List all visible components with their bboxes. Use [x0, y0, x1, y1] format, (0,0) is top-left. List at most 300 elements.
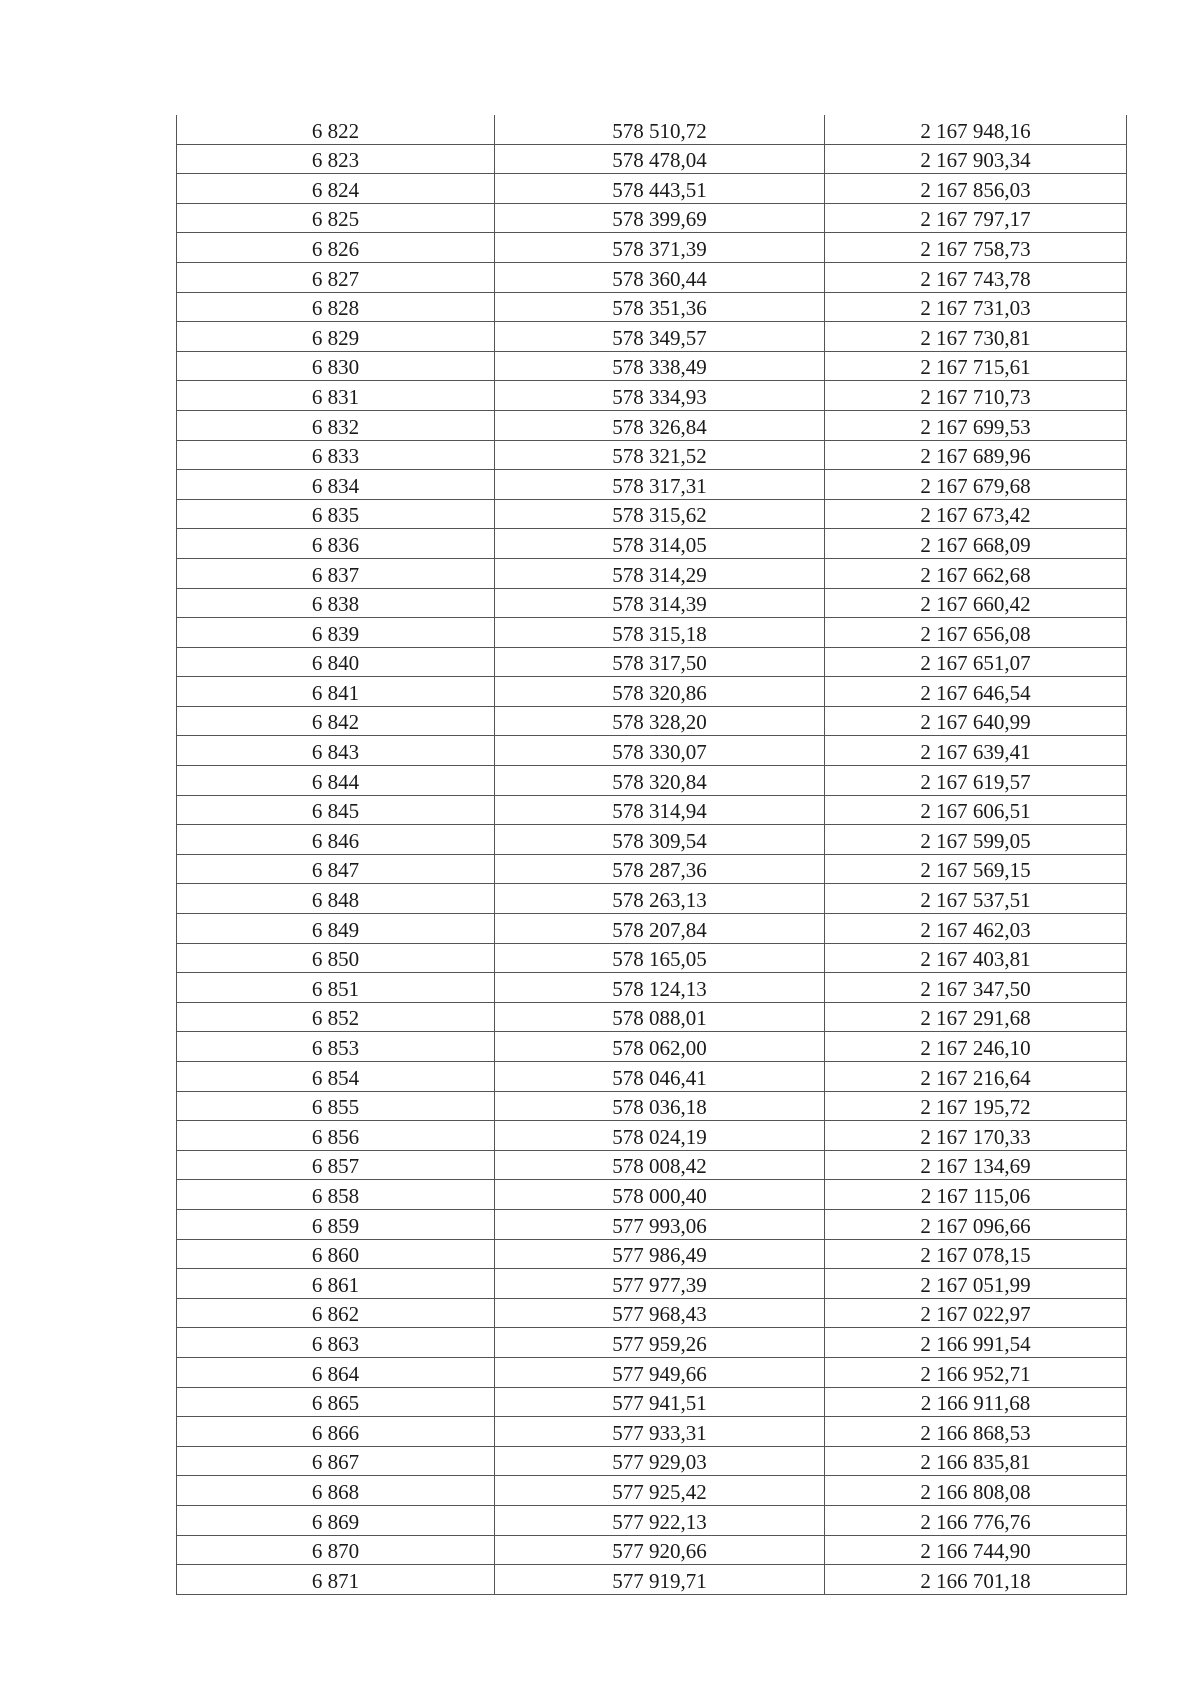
point-number-cell	[177, 825, 495, 855]
point-number-cell	[177, 1476, 495, 1506]
x-coordinate-cell	[495, 706, 825, 736]
x-coordinate-cell	[495, 203, 825, 233]
x-coordinate-cell	[495, 262, 825, 292]
x-coordinate-cell	[495, 410, 825, 440]
table-row	[177, 1328, 1127, 1358]
y-coordinate-text: 2 167 662,68	[920, 562, 1031, 587]
point-number-text: 6 868	[311, 1479, 360, 1504]
y-coordinate-text: 2 167 797,17	[920, 207, 1031, 232]
point-number-cell	[177, 322, 495, 352]
point-number-text: 6 852	[311, 1006, 360, 1031]
x-coordinate-cell	[495, 1002, 825, 1032]
point-number-cell	[177, 115, 495, 144]
table-row	[177, 766, 1127, 796]
point-number-text: 6 862	[311, 1302, 360, 1327]
y-coordinate-text: 2 167 569,15	[920, 858, 1031, 883]
y-coordinate-text: 2 166 868,53	[920, 1420, 1031, 1445]
x-coordinate-text: 577 941,51	[612, 1391, 707, 1416]
table-row	[177, 973, 1127, 1003]
y-coordinate-cell	[825, 736, 1127, 766]
x-coordinate-text: 578 317,31	[612, 473, 707, 498]
point-number-text: 6 857	[311, 1154, 360, 1179]
x-coordinate-cell	[495, 647, 825, 677]
y-coordinate-cell	[825, 470, 1127, 500]
y-coordinate-cell	[825, 1150, 1127, 1180]
x-coordinate-cell	[495, 322, 825, 352]
point-number-text: 6 845	[311, 799, 360, 824]
y-coordinate-cell	[825, 1091, 1127, 1121]
x-coordinate-cell	[495, 144, 825, 174]
x-coordinate-cell	[495, 1032, 825, 1062]
y-coordinate-text: 2 167 656,08	[920, 621, 1031, 646]
y-coordinate-text: 2 166 776,76	[920, 1509, 1031, 1534]
x-coordinate-text: 578 046,41	[612, 1065, 707, 1090]
point-number-cell	[177, 1239, 495, 1269]
x-coordinate-text: 577 925,42	[612, 1479, 707, 1504]
point-number-text: 6 869	[311, 1509, 360, 1534]
x-coordinate-text: 578 399,69	[612, 207, 707, 232]
y-coordinate-cell	[825, 262, 1127, 292]
y-coordinate-text: 2 166 952,71	[920, 1361, 1031, 1386]
y-coordinate-text: 2 167 347,50	[920, 976, 1031, 1001]
table-row	[177, 706, 1127, 736]
y-coordinate-cell	[825, 1328, 1127, 1358]
table-row	[177, 943, 1127, 973]
y-coordinate-cell	[825, 1062, 1127, 1092]
point-number-cell	[177, 1535, 495, 1565]
point-number-text: 6 859	[311, 1213, 360, 1238]
x-coordinate-text: 578 317,50	[612, 651, 707, 676]
x-coordinate-cell	[495, 1062, 825, 1092]
point-number-text: 6 855	[311, 1095, 360, 1120]
x-coordinate-text: 578 326,84	[612, 414, 707, 439]
y-coordinate-text: 2 167 195,72	[920, 1095, 1031, 1120]
point-number-text: 6 829	[311, 325, 360, 350]
y-coordinate-cell	[825, 351, 1127, 381]
x-coordinate-cell	[495, 174, 825, 204]
x-coordinate-text: 578 328,20	[612, 710, 707, 735]
x-coordinate-text: 578 036,18	[612, 1095, 707, 1120]
x-coordinate-text: 578 321,52	[612, 444, 707, 469]
point-number-text: 6 843	[311, 740, 360, 765]
y-coordinate-text: 2 167 651,07	[920, 651, 1031, 676]
y-coordinate-cell	[825, 618, 1127, 648]
y-coordinate-text: 2 167 639,41	[920, 740, 1031, 765]
x-coordinate-text: 578 024,19	[612, 1124, 707, 1149]
y-coordinate-text: 2 167 948,16	[920, 118, 1031, 143]
y-coordinate-text: 2 167 743,78	[920, 266, 1031, 291]
x-coordinate-cell	[495, 529, 825, 559]
y-coordinate-cell	[825, 677, 1127, 707]
y-coordinate-cell	[825, 647, 1127, 677]
point-number-cell	[177, 1565, 495, 1595]
point-number-text: 6 822	[311, 118, 360, 143]
x-coordinate-text: 578 371,39	[612, 236, 707, 261]
table-row	[177, 884, 1127, 914]
x-coordinate-text: 578 360,44	[612, 266, 707, 291]
y-coordinate-cell	[825, 795, 1127, 825]
x-coordinate-cell	[495, 1180, 825, 1210]
y-coordinate-cell	[825, 410, 1127, 440]
y-coordinate-text: 2 166 911,68	[920, 1391, 1031, 1416]
x-coordinate-cell	[495, 825, 825, 855]
point-number-text: 6 833	[311, 444, 360, 469]
y-coordinate-text: 2 167 537,51	[920, 888, 1031, 913]
table-row	[177, 174, 1127, 204]
x-coordinate-text: 577 968,43	[612, 1302, 707, 1327]
point-number-text: 6 871	[311, 1568, 360, 1593]
x-coordinate-cell	[495, 1328, 825, 1358]
y-coordinate-text: 2 167 051,99	[920, 1272, 1031, 1297]
x-coordinate-text: 577 922,13	[612, 1509, 707, 1534]
y-coordinate-text: 2 166 991,54	[920, 1331, 1031, 1356]
x-coordinate-cell	[495, 351, 825, 381]
x-coordinate-text: 578 315,62	[612, 503, 707, 528]
point-number-text: 6 823	[311, 148, 360, 173]
x-coordinate-text: 577 920,66	[612, 1539, 707, 1564]
table-row	[177, 1476, 1127, 1506]
point-number-text: 6 860	[311, 1243, 360, 1268]
x-coordinate-cell	[495, 292, 825, 322]
x-coordinate-cell	[495, 1357, 825, 1387]
table-row	[177, 1269, 1127, 1299]
x-coordinate-text: 578 351,36	[612, 296, 707, 321]
x-coordinate-text: 577 919,71	[612, 1568, 707, 1593]
table-row	[177, 825, 1127, 855]
point-number-text: 6 825	[311, 207, 360, 232]
y-coordinate-text: 2 166 701,18	[920, 1568, 1031, 1593]
point-number-text: 6 847	[311, 858, 360, 883]
point-number-text: 6 841	[311, 680, 360, 705]
x-coordinate-cell	[495, 1476, 825, 1506]
y-coordinate-text: 2 167 216,64	[920, 1065, 1031, 1090]
y-coordinate-text: 2 167 022,97	[920, 1302, 1031, 1327]
table-row	[177, 440, 1127, 470]
x-coordinate-cell	[495, 1387, 825, 1417]
y-coordinate-text: 2 167 679,68	[920, 473, 1031, 498]
point-number-cell	[177, 1357, 495, 1387]
y-coordinate-cell	[825, 825, 1127, 855]
x-coordinate-text: 578 309,54	[612, 828, 707, 853]
table-row	[177, 233, 1127, 263]
y-coordinate-text: 2 167 668,09	[920, 532, 1031, 557]
point-number-cell	[177, 1150, 495, 1180]
point-number-cell	[177, 1328, 495, 1358]
x-coordinate-cell	[495, 1269, 825, 1299]
x-coordinate-cell	[495, 943, 825, 973]
y-coordinate-text: 2 166 835,81	[920, 1450, 1031, 1475]
point-number-text: 6 832	[311, 414, 360, 439]
point-number-text: 6 835	[311, 503, 360, 528]
x-coordinate-cell	[495, 914, 825, 944]
x-coordinate-text: 578 314,39	[612, 592, 707, 617]
point-number-text: 6 831	[311, 384, 360, 409]
point-number-cell	[177, 588, 495, 618]
y-coordinate-cell	[825, 588, 1127, 618]
point-number-cell	[177, 470, 495, 500]
point-number-cell	[177, 1446, 495, 1476]
x-coordinate-text: 578 315,18	[612, 621, 707, 646]
y-coordinate-text: 2 167 599,05	[920, 828, 1031, 853]
y-coordinate-cell	[825, 1476, 1127, 1506]
point-number-text: 6 858	[311, 1183, 360, 1208]
x-coordinate-text: 578 349,57	[612, 325, 707, 350]
table-row	[177, 381, 1127, 411]
table-row	[177, 1091, 1127, 1121]
x-coordinate-cell	[495, 1209, 825, 1239]
y-coordinate-cell	[825, 1180, 1127, 1210]
y-coordinate-cell	[825, 1357, 1127, 1387]
y-coordinate-text: 2 166 808,08	[920, 1479, 1031, 1504]
x-coordinate-cell	[495, 1417, 825, 1447]
y-coordinate-cell	[825, 529, 1127, 559]
y-coordinate-cell	[825, 943, 1127, 973]
point-number-text: 6 854	[311, 1065, 360, 1090]
y-coordinate-cell	[825, 1298, 1127, 1328]
point-number-cell	[177, 144, 495, 174]
table-row	[177, 1357, 1127, 1387]
y-coordinate-text: 2 167 646,54	[920, 680, 1031, 705]
y-coordinate-text: 2 167 403,81	[920, 947, 1031, 972]
table-row	[177, 351, 1127, 381]
x-coordinate-cell	[495, 1446, 825, 1476]
y-coordinate-cell	[825, 884, 1127, 914]
x-coordinate-text: 578 314,29	[612, 562, 707, 587]
point-number-cell	[177, 558, 495, 588]
y-coordinate-cell	[825, 292, 1127, 322]
point-number-text: 6 850	[311, 947, 360, 972]
x-coordinate-text: 578 000,40	[612, 1183, 707, 1208]
x-coordinate-text: 577 929,03	[612, 1450, 707, 1475]
x-coordinate-cell	[495, 470, 825, 500]
table-row	[177, 1002, 1127, 1032]
point-number-text: 6 849	[311, 917, 360, 942]
x-coordinate-cell	[495, 1239, 825, 1269]
x-coordinate-cell	[495, 440, 825, 470]
coordinate-table-body	[177, 115, 1127, 1594]
y-coordinate-text: 2 167 134,69	[920, 1154, 1031, 1179]
point-number-text: 6 865	[311, 1391, 360, 1416]
point-number-cell	[177, 973, 495, 1003]
y-coordinate-cell	[825, 381, 1127, 411]
point-number-cell	[177, 766, 495, 796]
table-row	[177, 1565, 1127, 1595]
y-coordinate-text: 2 166 744,90	[920, 1539, 1031, 1564]
table-row	[177, 1505, 1127, 1535]
table-row	[177, 618, 1127, 648]
y-coordinate-cell	[825, 1209, 1127, 1239]
point-number-cell	[177, 292, 495, 322]
point-number-text: 6 866	[311, 1420, 360, 1445]
y-coordinate-cell	[825, 1565, 1127, 1595]
x-coordinate-cell	[495, 973, 825, 1003]
x-coordinate-cell	[495, 884, 825, 914]
point-number-cell	[177, 1387, 495, 1417]
point-number-text: 6 836	[311, 532, 360, 557]
y-coordinate-text: 2 167 715,61	[920, 355, 1031, 380]
point-number-text: 6 861	[311, 1272, 360, 1297]
y-coordinate-cell	[825, 1505, 1127, 1535]
y-coordinate-text: 2 167 170,33	[920, 1124, 1031, 1149]
point-number-text: 6 824	[311, 177, 360, 202]
table-row	[177, 1180, 1127, 1210]
x-coordinate-text: 578 334,93	[612, 384, 707, 409]
y-coordinate-text: 2 167 730,81	[920, 325, 1031, 350]
point-number-text: 6 846	[311, 828, 360, 853]
point-number-cell	[177, 233, 495, 263]
point-number-text: 6 827	[311, 266, 360, 291]
point-number-text: 6 851	[311, 976, 360, 1001]
y-coordinate-text: 2 167 673,42	[920, 503, 1031, 528]
y-coordinate-cell	[825, 203, 1127, 233]
table-row	[177, 1062, 1127, 1092]
x-coordinate-cell	[495, 233, 825, 263]
point-number-cell	[177, 1002, 495, 1032]
point-number-cell	[177, 1209, 495, 1239]
table-row	[177, 736, 1127, 766]
y-coordinate-cell	[825, 1446, 1127, 1476]
table-row	[177, 647, 1127, 677]
x-coordinate-text: 578 287,36	[612, 858, 707, 883]
x-coordinate-text: 577 949,66	[612, 1361, 707, 1386]
point-number-cell	[177, 795, 495, 825]
point-number-cell	[177, 1417, 495, 1447]
point-number-cell	[177, 440, 495, 470]
x-coordinate-cell	[495, 588, 825, 618]
table-row	[177, 203, 1127, 233]
y-coordinate-cell	[825, 558, 1127, 588]
point-number-text: 6 870	[311, 1539, 360, 1564]
y-coordinate-cell	[825, 1002, 1127, 1032]
point-number-cell	[177, 174, 495, 204]
point-number-cell	[177, 884, 495, 914]
y-coordinate-text: 2 167 619,57	[920, 769, 1031, 794]
point-number-cell	[177, 1180, 495, 1210]
table-row	[177, 1150, 1127, 1180]
x-coordinate-text: 578 330,07	[612, 740, 707, 765]
y-coordinate-cell	[825, 1269, 1127, 1299]
x-coordinate-cell	[495, 854, 825, 884]
point-number-cell	[177, 1269, 495, 1299]
y-coordinate-cell	[825, 1417, 1127, 1447]
point-number-cell	[177, 943, 495, 973]
point-number-text: 6 826	[311, 236, 360, 261]
y-coordinate-cell	[825, 174, 1127, 204]
table-row	[177, 115, 1127, 144]
x-coordinate-text: 578 124,13	[612, 976, 707, 1001]
x-coordinate-text: 578 165,05	[612, 947, 707, 972]
x-coordinate-cell	[495, 736, 825, 766]
table-row	[177, 499, 1127, 529]
table-row	[177, 1239, 1127, 1269]
table-row	[177, 677, 1127, 707]
point-number-cell	[177, 1032, 495, 1062]
x-coordinate-text: 578 088,01	[612, 1006, 707, 1031]
x-coordinate-text: 577 993,06	[612, 1213, 707, 1238]
point-number-cell	[177, 499, 495, 529]
table-row	[177, 795, 1127, 825]
point-number-text: 6 839	[311, 621, 360, 646]
table-row	[177, 1298, 1127, 1328]
table-row	[177, 292, 1127, 322]
point-number-cell	[177, 351, 495, 381]
y-coordinate-cell	[825, 1121, 1127, 1151]
x-coordinate-cell	[495, 1091, 825, 1121]
x-coordinate-text: 577 933,31	[612, 1420, 707, 1445]
x-coordinate-text: 578 263,13	[612, 888, 707, 913]
x-coordinate-text: 577 986,49	[612, 1243, 707, 1268]
y-coordinate-cell	[825, 144, 1127, 174]
point-number-text: 6 864	[311, 1361, 360, 1386]
x-coordinate-cell	[495, 618, 825, 648]
y-coordinate-cell	[825, 1239, 1127, 1269]
y-coordinate-cell	[825, 766, 1127, 796]
y-coordinate-text: 2 167 856,03	[920, 177, 1031, 202]
x-coordinate-cell	[495, 1505, 825, 1535]
y-coordinate-cell	[825, 322, 1127, 352]
x-coordinate-cell	[495, 1535, 825, 1565]
point-number-cell	[177, 1062, 495, 1092]
x-coordinate-cell	[495, 1150, 825, 1180]
table-row	[177, 558, 1127, 588]
point-number-cell	[177, 381, 495, 411]
y-coordinate-text: 2 167 291,68	[920, 1006, 1031, 1031]
y-coordinate-text: 2 167 096,66	[920, 1213, 1031, 1238]
table-row	[177, 914, 1127, 944]
y-coordinate-text: 2 167 606,51	[920, 799, 1031, 824]
y-coordinate-cell	[825, 440, 1127, 470]
y-coordinate-text: 2 167 731,03	[920, 296, 1031, 321]
point-number-text: 6 842	[311, 710, 360, 735]
point-number-cell	[177, 618, 495, 648]
y-coordinate-text: 2 167 462,03	[920, 917, 1031, 942]
x-coordinate-cell	[495, 1298, 825, 1328]
point-number-text: 6 844	[311, 769, 360, 794]
point-number-text: 6 867	[311, 1450, 360, 1475]
point-number-text: 6 830	[311, 355, 360, 380]
point-number-cell	[177, 1121, 495, 1151]
y-coordinate-text: 2 167 115,06	[920, 1183, 1031, 1208]
table-row	[177, 1209, 1127, 1239]
x-coordinate-cell	[495, 1565, 825, 1595]
point-number-text: 6 853	[311, 1036, 360, 1060]
point-number-text: 6 834	[311, 473, 360, 498]
x-coordinate-cell	[495, 766, 825, 796]
point-number-text: 6 848	[311, 888, 360, 913]
x-coordinate-cell	[495, 795, 825, 825]
point-number-cell	[177, 706, 495, 736]
point-number-cell	[177, 529, 495, 559]
y-coordinate-text: 2 167 660,42	[920, 592, 1031, 617]
x-coordinate-text: 578 510,72	[612, 118, 707, 143]
point-number-text: 6 837	[311, 562, 360, 587]
table-row	[177, 1121, 1127, 1151]
table-row	[177, 322, 1127, 352]
point-number-text: 6 856	[311, 1124, 360, 1149]
x-coordinate-text: 578 314,05	[612, 532, 707, 557]
point-number-cell	[177, 410, 495, 440]
x-coordinate-text: 578 008,42	[612, 1154, 707, 1179]
point-number-text: 6 863	[311, 1331, 360, 1356]
table-row	[177, 144, 1127, 174]
y-coordinate-text: 2 167 699,53	[920, 414, 1031, 439]
point-number-cell	[177, 647, 495, 677]
x-coordinate-text: 577 959,26	[612, 1331, 707, 1356]
point-number-cell	[177, 677, 495, 707]
x-coordinate-cell	[495, 381, 825, 411]
y-coordinate-cell	[825, 115, 1127, 144]
table-row	[177, 1535, 1127, 1565]
